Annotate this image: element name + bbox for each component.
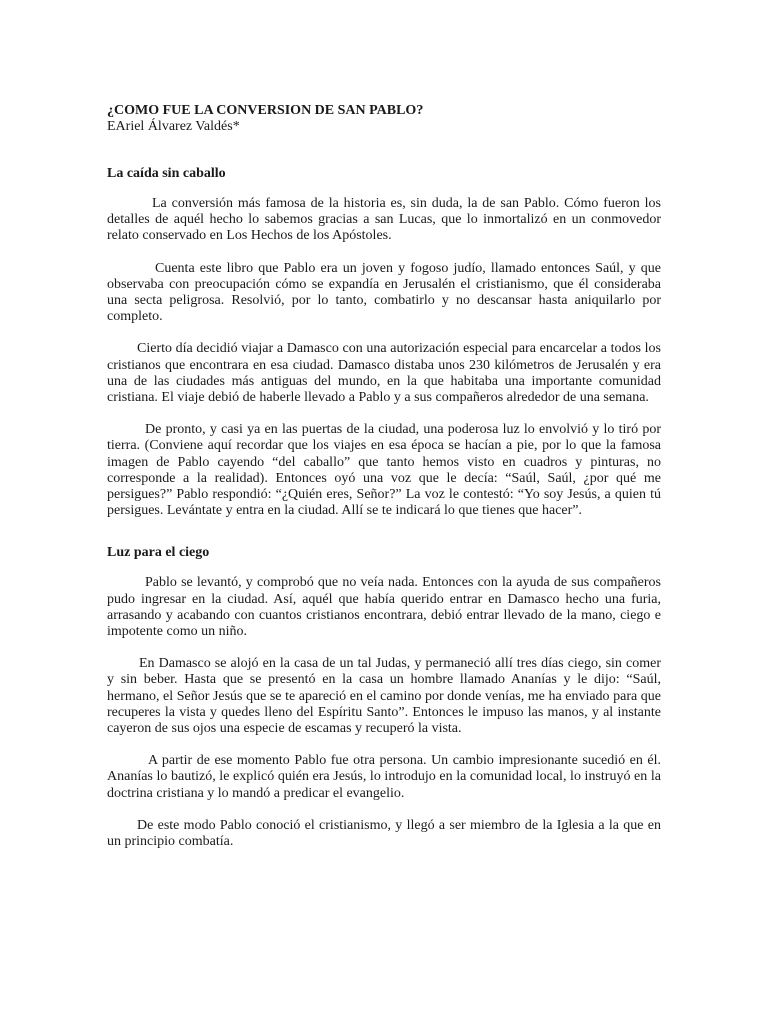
paragraph: Cuenta este libro que Pablo era un joven y fogoso judío, llamado entonces Saúl, y que observaba con preocupación cómo se expandía en Jerusalén el cristianismo, que él consideraba una secta peligrosa. Resolvió, por lo tanto, combatirlo y no descansar hasta aniquilarlo por completo. [107,260,661,325]
paragraph: En Damasco se alojó en la casa de un tal Judas, y permaneció allí tres días ciego, sin comer y sin beber. Hasta que se presentó en la casa un hombre llamado Ananías y le dijo: “Saúl, hermano, el Señor Jesús que se te apareció en el camino por donde venías, me ha enviado para que recuperes la vista y quedes lleno del Espíritu Santo”. Entonces le impuso las manos, y al instante cayeron de sus ojos una especie de escamas y recuperó la vista. [107,656,661,737]
section-heading-luz: Luz para el ciego [107,545,210,561]
paragraph: Pablo se levantó, y comprobó que no veía nada. Entonces con la ayuda de sus compañeros pudo ingresar en la ciudad. Así, aquél que había querido entrar en Damasco hecho una furia, arrasando y acabando con cuantos cristianos encontrara, debió entrar llevado de la mano, ciego e impotente como un niño. [107,575,661,640]
paragraph: A partir de ese momento Pablo fue otra persona. Un cambio impresionante sucedió en él. Ananías lo bautizó, le explicó quién era Jesús, lo introdujo en la comunidad local, lo instruyó en la doctrina cristiana y lo mandó a predicar el evangelio. [107,753,661,801]
paragraph: De pronto, y casi ya en las puertas de la ciudad, una poderosa luz lo envolvió y lo tiró por tierra. (Conviene aquí recordar que los viajes en esa época se hacían a pie, por lo que la famosa imagen de Pablo cayendo “del caballo” que tanto hemos visto en cuadros y pinturas, no corresponde a la realidad). Entonces oyó una voz que le decía: “Saúl, Saúl, ¿por qué me persigues?” Pablo respondió: “¿Quién eres, Señor?” La voz le contestó: “Yo soy Jesús, a quien tú persigues. Levántate y entra en la ciudad. Allí se te indicará lo que tienes que hacer”. [107,422,661,519]
paragraph: Cierto día decidió viajar a Damasco con una autorización especial para encarcelar a todos los cristianos que encontrara en esa ciudad. Damasco distaba unos 230 kilómetros de Jerusalén y era una de las ciudades más antiguas del mundo, en la que habitaba una importante comunidad cristiana. El viaje debió de haberle llevado a Pablo y a sus compañeros alrededor de una semana. [107,341,661,406]
paragraph: La conversión más famosa de la historia es, sin duda, la de san Pablo. Cómo fueron los detalles de aquél hecho lo sabemos gracias a san Lucas, que lo inmortalizó en un conmovedor relato conservado en Los Hechos de los Apóstoles. [107,196,661,244]
document-page [107,103,661,850]
document-title: ¿COMO FUE LA CONVERSION DE SAN PABLO? [107,103,424,118]
document-author: EAriel Álvarez Valdés* [107,119,240,134]
section-heading-caida: La caída sin caballo [107,166,226,181]
paragraph: De este modo Pablo conoció el cristianismo, y llegó a ser miembro de la Iglesia a la que en un principio combatía. [107,817,661,850]
